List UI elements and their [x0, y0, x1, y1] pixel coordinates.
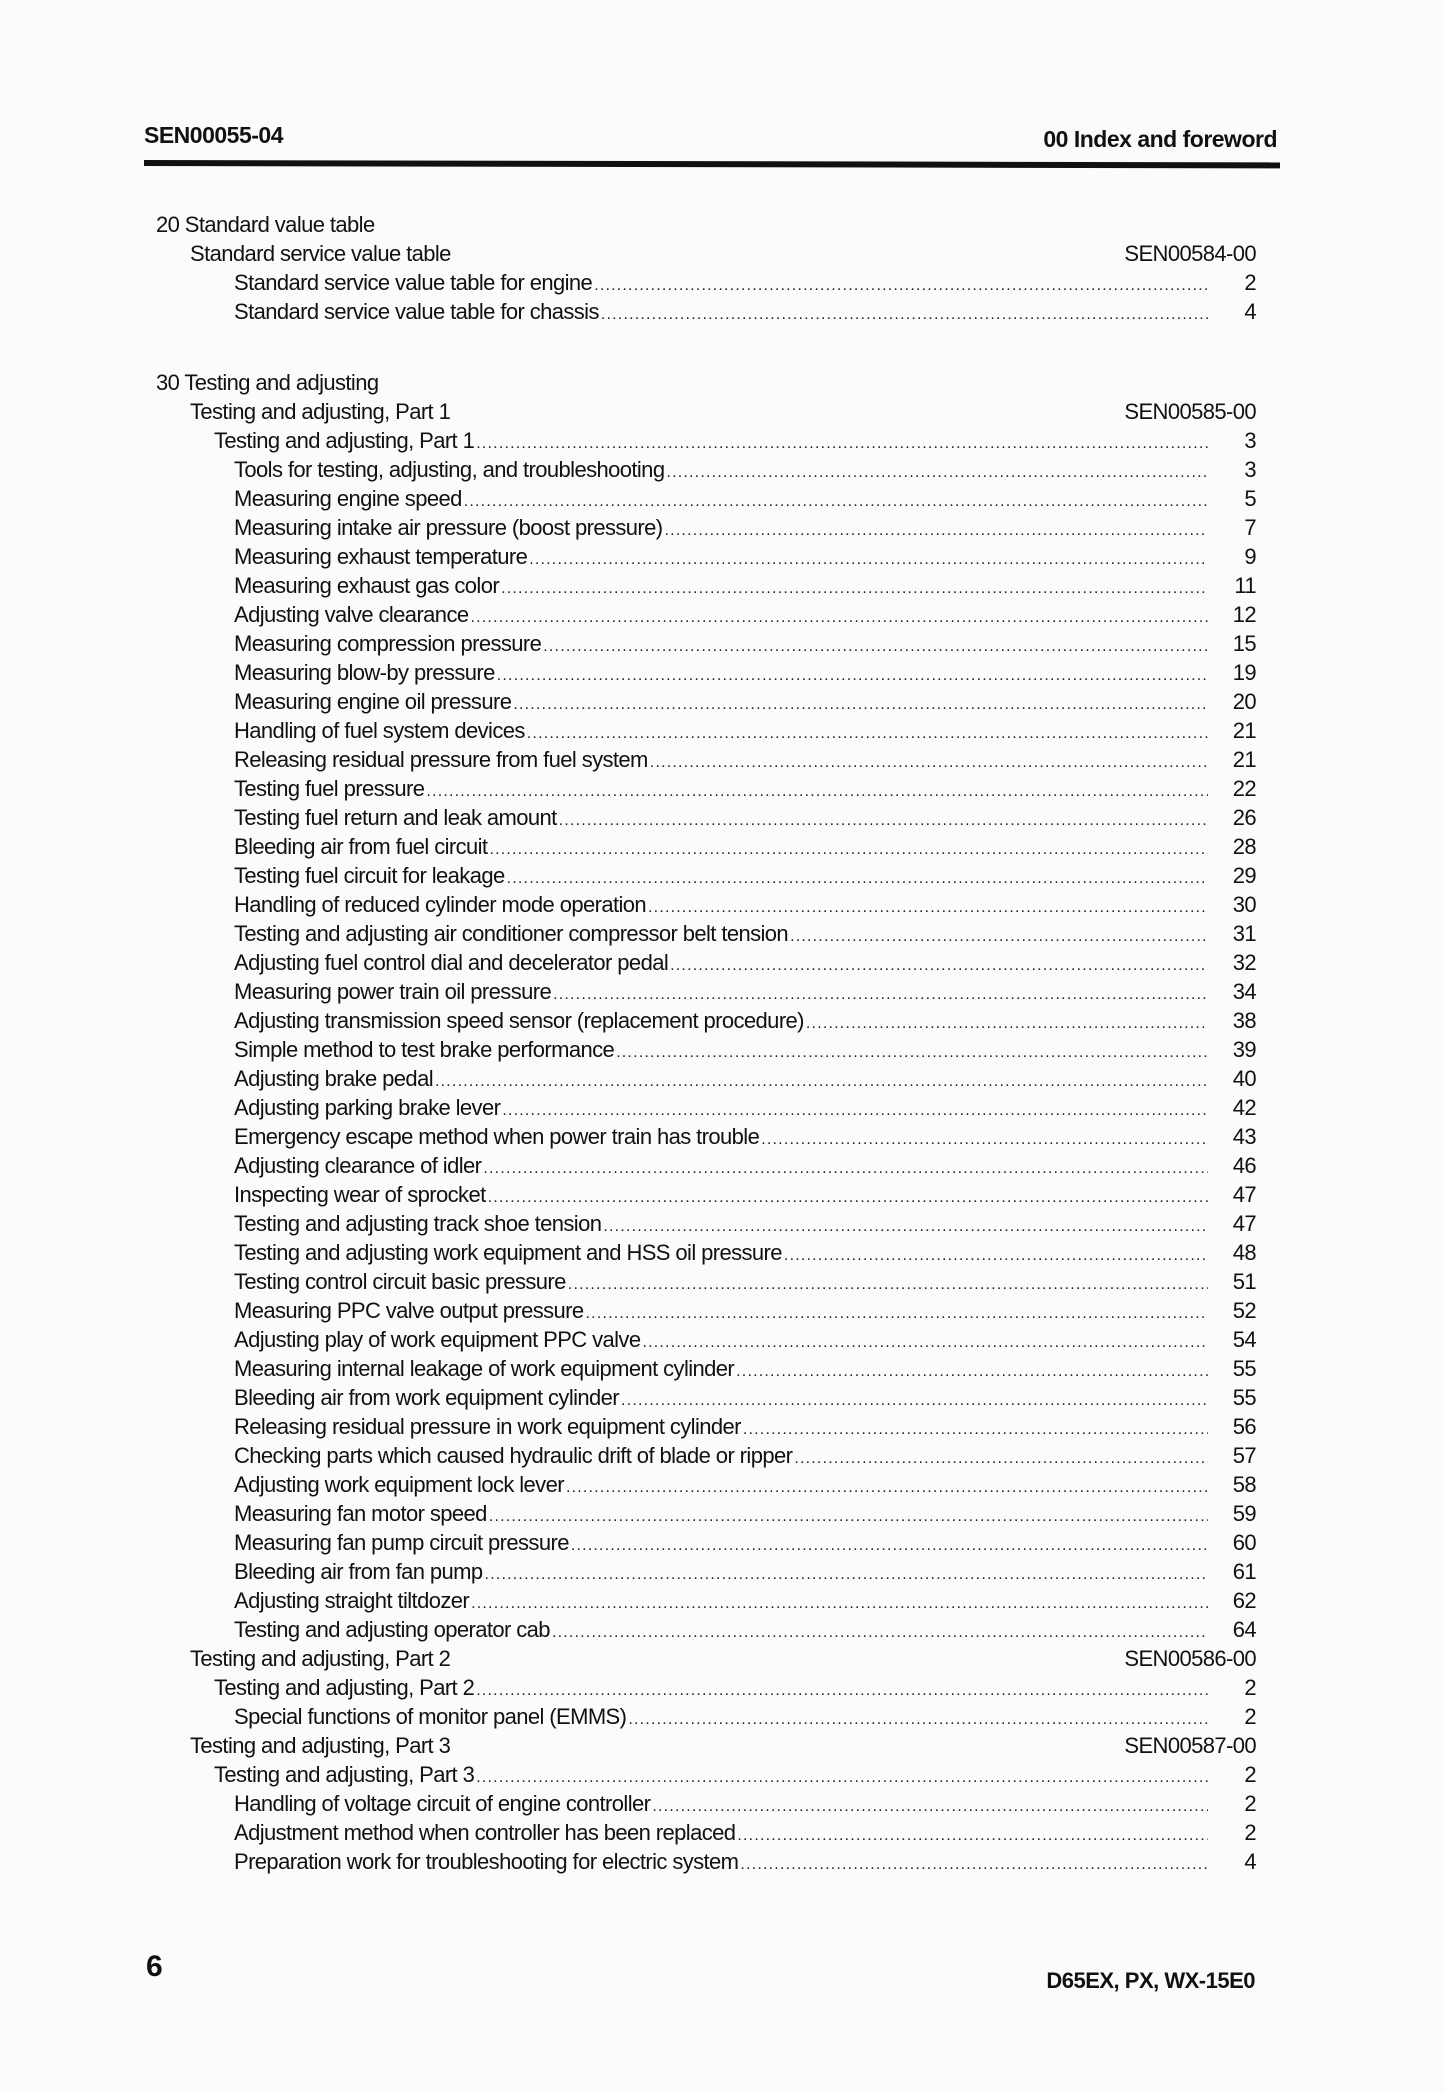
- toc-item-page: 15: [1232, 631, 1256, 656]
- toc-item-title: Measuring fan motor speed: [234, 1501, 487, 1526]
- toc-item-page: 21: [1232, 718, 1256, 743]
- toc-item: [156, 629, 1256, 658]
- toc-item: [156, 1093, 1256, 1122]
- toc-item: [156, 948, 1256, 977]
- toc-item-page: 61: [1232, 1559, 1256, 1584]
- toc-item: [156, 890, 1256, 919]
- dot-leader: [435, 1067, 1208, 1096]
- toc-item: [156, 1325, 1256, 1354]
- toc-item: [156, 1615, 1256, 1644]
- toc-item-page: 19: [1232, 660, 1256, 685]
- toc-item: [156, 1818, 1256, 1847]
- toc-item: [156, 774, 1256, 803]
- toc-section: [156, 239, 1256, 268]
- toc-item-page: 21: [1232, 747, 1256, 772]
- toc-item-page: 9: [1244, 544, 1256, 569]
- toc-item-page: 43: [1232, 1124, 1256, 1149]
- toc-item: [156, 426, 1256, 455]
- toc-item: [156, 1209, 1256, 1238]
- toc-item-title: Handling of fuel system devices: [234, 718, 525, 743]
- toc-item: [156, 861, 1256, 890]
- dot-leader: [489, 1502, 1208, 1531]
- toc-item: [156, 1557, 1256, 1586]
- toc-item-title: Measuring power train oil pressure: [234, 979, 552, 1004]
- dot-leader: [571, 1531, 1208, 1560]
- toc-item-title: Testing control circuit basic pressure: [234, 1269, 566, 1294]
- dot-leader: [529, 545, 1208, 574]
- toc-item-page: 48: [1232, 1240, 1256, 1265]
- toc-item: [156, 832, 1256, 861]
- section-doc-number: SEN00587-00: [1124, 1733, 1256, 1758]
- section-doc-number: SEN00586-00: [1124, 1646, 1256, 1671]
- dot-leader: [616, 1038, 1208, 1067]
- dot-leader: [552, 1618, 1208, 1647]
- toc-item: [156, 1528, 1256, 1557]
- toc-section: [156, 397, 1256, 426]
- toc-item-page: 34: [1232, 979, 1256, 1004]
- dot-leader: [666, 458, 1208, 487]
- dot-leader: [527, 719, 1208, 748]
- dot-leader: [497, 661, 1208, 690]
- toc-item-page: 57: [1232, 1443, 1256, 1468]
- toc-item-page: 31: [1232, 921, 1256, 946]
- toc-item: [156, 1789, 1256, 1818]
- toc-item-title: Adjusting valve clearance: [234, 602, 469, 627]
- dot-leader: [806, 1009, 1208, 1038]
- dot-leader: [594, 271, 1208, 300]
- machine-model: D65EX, PX, WX-15E0: [1046, 1968, 1255, 1993]
- toc-item-title: Checking parts which caused hydraulic drift of blade or ripper: [234, 1443, 793, 1468]
- toc-item: [156, 919, 1256, 948]
- toc-item-title: Adjusting play of work equipment PPC valve: [234, 1327, 641, 1352]
- toc-item-title: Bleeding air from work equipment cylinder: [234, 1385, 620, 1410]
- toc-item-title: Handling of reduced cylinder mode operation: [234, 892, 647, 917]
- toc-item-page: 22: [1232, 776, 1256, 801]
- dot-leader: [628, 1705, 1208, 1734]
- toc-item-title: Measuring exhaust temperature: [234, 544, 528, 569]
- toc-item: [156, 803, 1256, 832]
- dot-leader: [476, 429, 1208, 458]
- toc-item-title: Adjusting work equipment lock lever: [234, 1472, 564, 1497]
- toc-item-page: 56: [1232, 1414, 1256, 1439]
- toc-item-title: Handling of voltage circuit of engine controller: [234, 1791, 651, 1816]
- toc-item-page: 62: [1232, 1588, 1256, 1613]
- dot-leader: [642, 1328, 1208, 1357]
- dot-leader: [740, 1850, 1208, 1879]
- toc-item: [156, 1847, 1256, 1876]
- toc-item: [156, 542, 1256, 571]
- section-doc-number: SEN00585-00: [1124, 399, 1256, 424]
- toc-item-page: 4: [1244, 1849, 1256, 1874]
- toc-item: [156, 1412, 1256, 1441]
- toc-item: [156, 1499, 1256, 1528]
- toc-item: [156, 1180, 1256, 1209]
- dot-leader: [790, 922, 1208, 951]
- toc-item-title: Adjusting straight tiltdozer: [234, 1588, 470, 1613]
- page-number: 6: [146, 1950, 163, 1983]
- toc-gap: [156, 326, 1256, 368]
- toc-item: [156, 716, 1256, 745]
- toc-item-title: Testing fuel circuit for leakage: [234, 863, 505, 888]
- dot-leader: [471, 1589, 1208, 1618]
- dot-leader: [670, 951, 1208, 980]
- toc-item: [156, 268, 1256, 297]
- toc-item-page: 29: [1232, 863, 1256, 888]
- dot-leader: [485, 1560, 1208, 1589]
- toc-item-page: 12: [1232, 602, 1256, 627]
- section-title: Testing and adjusting, Part 3: [190, 1733, 451, 1758]
- toc-item-page: 3: [1244, 457, 1256, 482]
- dot-leader: [507, 864, 1208, 893]
- toc-item-title: Standard service value table for chassis: [234, 299, 599, 324]
- section-title: Testing and adjusting, Part 1: [190, 399, 451, 424]
- dot-leader: [476, 1676, 1208, 1705]
- dot-leader: [737, 1821, 1208, 1850]
- toc-item-page: 2: [1244, 1675, 1256, 1700]
- toc-item-page: 39: [1232, 1037, 1256, 1062]
- toc-item: [156, 1151, 1256, 1180]
- dot-leader: [476, 1763, 1208, 1792]
- toc-item: [156, 1064, 1256, 1093]
- toc-item-title: Measuring exhaust gas color: [234, 573, 500, 598]
- toc-item-title: Adjustment method when controller has been replaced: [234, 1820, 736, 1845]
- toc-item: [156, 600, 1256, 629]
- toc-item: [156, 1586, 1256, 1615]
- toc-item-title: Standard service value table for engine: [234, 270, 593, 295]
- toc-item-page: 2: [1244, 1791, 1256, 1816]
- toc-item-page: 47: [1232, 1211, 1256, 1236]
- toc-item-page: 2: [1244, 1762, 1256, 1787]
- dot-leader: [566, 1473, 1208, 1502]
- dot-leader: [794, 1444, 1208, 1473]
- toc-item-title: Measuring engine speed: [234, 486, 462, 511]
- toc-item: [156, 658, 1256, 687]
- toc-item: [156, 484, 1256, 513]
- toc-item-title: Measuring internal leakage of work equipment cylinder: [234, 1356, 735, 1381]
- toc-item-page: 46: [1232, 1153, 1256, 1178]
- toc-item-title: Measuring intake air pressure (boost pressure): [234, 515, 663, 540]
- toc-item-title: Emergency escape method when power train has trouble: [234, 1124, 760, 1149]
- toc-item: [156, 1702, 1256, 1731]
- toc-item: [156, 1673, 1256, 1702]
- toc-item-title: Adjusting parking brake lever: [234, 1095, 501, 1120]
- toc-item-title: Testing and adjusting operator cab: [234, 1617, 550, 1642]
- toc-item-title: Measuring PPC valve output pressure: [234, 1298, 584, 1323]
- dot-leader: [553, 980, 1208, 1009]
- dot-leader: [464, 487, 1208, 516]
- toc-chapter: [156, 368, 1256, 397]
- toc-section: [156, 1644, 1256, 1673]
- toc-item-title: Releasing residual pressure in work equipment cylinder: [234, 1414, 741, 1439]
- toc-item: [156, 1383, 1256, 1412]
- toc-item: [156, 1441, 1256, 1470]
- toc-item-title: Adjusting transmission speed sensor (replacement procedure): [234, 1008, 804, 1033]
- dot-leader: [483, 1154, 1208, 1183]
- chapter-title: 20 Standard value table: [156, 212, 375, 237]
- dot-leader: [603, 1212, 1208, 1241]
- toc-item-page: 2: [1244, 1704, 1256, 1729]
- toc-item-title: Testing and adjusting work equipment and HSS oil pressure: [234, 1240, 782, 1265]
- toc-item-title: Adjusting clearance of idler: [234, 1153, 482, 1178]
- toc-item-title: Testing and adjusting track shoe tension: [234, 1211, 602, 1236]
- toc-item-title: Bleeding air from fan pump: [234, 1559, 483, 1584]
- toc-item: [156, 1760, 1256, 1789]
- dot-leader: [648, 893, 1208, 922]
- header-rule: [144, 160, 1280, 168]
- toc-item-page: 30: [1232, 892, 1256, 917]
- chapter-title: 30 Testing and adjusting: [156, 370, 379, 395]
- dot-leader: [586, 1299, 1208, 1328]
- dot-leader: [743, 1415, 1208, 1444]
- dot-leader: [652, 1792, 1208, 1821]
- toc-item-page: 26: [1232, 805, 1256, 830]
- toc-item-page: 47: [1232, 1182, 1256, 1207]
- toc-item-page: 55: [1232, 1385, 1256, 1410]
- toc-item-page: 60: [1232, 1530, 1256, 1555]
- dot-leader: [621, 1386, 1208, 1415]
- dot-leader: [736, 1357, 1208, 1386]
- toc-item-title: Testing and adjusting, Part 1: [214, 428, 475, 453]
- table-of-contents: [156, 210, 1256, 1876]
- toc-item: [156, 1470, 1256, 1499]
- section-title: Testing and adjusting, Part 2: [190, 1646, 451, 1671]
- dot-leader: [761, 1125, 1208, 1154]
- toc-item-page: 40: [1232, 1066, 1256, 1091]
- dot-leader: [470, 603, 1208, 632]
- toc-item-title: Testing and adjusting, Part 3: [214, 1762, 475, 1787]
- toc-item-title: Adjusting fuel control dial and decelerator pedal: [234, 950, 669, 975]
- dot-leader: [665, 516, 1209, 545]
- dot-leader: [502, 1096, 1208, 1125]
- toc-item-page: 54: [1232, 1327, 1256, 1352]
- toc-item-title: Testing fuel pressure: [234, 776, 425, 801]
- toc-item: [156, 1296, 1256, 1325]
- toc-item-page: 28: [1232, 834, 1256, 859]
- toc-item-title: Measuring fan pump circuit pressure: [234, 1530, 569, 1555]
- toc-item-page: 5: [1244, 486, 1256, 511]
- dot-leader: [559, 806, 1208, 835]
- dot-leader: [501, 574, 1208, 603]
- toc-item-page: 55: [1232, 1356, 1256, 1381]
- toc-item-page: 2: [1244, 270, 1256, 295]
- dot-leader: [426, 777, 1208, 806]
- toc-item-title: Bleeding air from fuel circuit: [234, 834, 488, 859]
- toc-item-page: 7: [1244, 515, 1256, 540]
- dot-leader: [543, 632, 1208, 661]
- toc-item-title: Testing fuel return and leak amount: [234, 805, 557, 830]
- dot-leader: [513, 690, 1208, 719]
- toc-item-title: Testing and adjusting air conditioner compressor belt tension: [234, 921, 789, 946]
- dot-leader: [568, 1270, 1208, 1299]
- dot-leader: [489, 835, 1208, 864]
- section-doc-number: SEN00584-00: [1124, 241, 1256, 266]
- toc-item: [156, 1035, 1256, 1064]
- toc-item: [156, 1122, 1256, 1151]
- dot-leader: [784, 1241, 1208, 1270]
- toc-item: [156, 745, 1256, 774]
- toc-item-page: 3: [1244, 428, 1256, 453]
- document-code: SEN00055-04: [144, 122, 283, 148]
- toc-item-title: Measuring engine oil pressure: [234, 689, 512, 714]
- toc-item: [156, 455, 1256, 484]
- toc-item-title: Tools for testing, adjusting, and troubleshooting: [234, 457, 665, 482]
- toc-section: [156, 1731, 1256, 1760]
- toc-item-title: Preparation work for troubleshooting for electric system: [234, 1849, 739, 1874]
- toc-item-title: Adjusting brake pedal: [234, 1066, 433, 1091]
- toc-item-title: Measuring blow-by pressure: [234, 660, 495, 685]
- toc-item-title: Simple method to test brake performance: [234, 1037, 615, 1062]
- section-title: Standard service value table: [190, 241, 451, 266]
- toc-item: [156, 1354, 1256, 1383]
- toc-item-page: 38: [1232, 1008, 1256, 1033]
- toc-item-title: Special functions of monitor panel (EMMS): [234, 1704, 627, 1729]
- toc-item-page: 20: [1232, 689, 1256, 714]
- dot-leader: [601, 300, 1208, 329]
- toc-item-page: 42: [1232, 1095, 1256, 1120]
- toc-item-title: Measuring compression pressure: [234, 631, 542, 656]
- toc-item: [156, 513, 1256, 542]
- toc-item: [156, 687, 1256, 716]
- toc-item: [156, 1006, 1256, 1035]
- toc-item-page: 32: [1232, 950, 1256, 975]
- toc-item-title: Releasing residual pressure from fuel system: [234, 747, 648, 772]
- toc-item-page: 64: [1232, 1617, 1256, 1642]
- toc-item-page: 52: [1232, 1298, 1256, 1323]
- toc-item-page: 4: [1244, 299, 1256, 324]
- toc-item-page: 51: [1232, 1269, 1256, 1294]
- section-title: 00 Index and foreword: [1043, 126, 1277, 152]
- toc-item: [156, 1267, 1256, 1296]
- toc-item-page: 2: [1244, 1820, 1256, 1845]
- toc-item: [156, 297, 1256, 326]
- toc-item-title: Inspecting wear of sprocket: [234, 1182, 486, 1207]
- dot-leader: [650, 748, 1208, 777]
- toc-item-page: 58: [1232, 1472, 1256, 1497]
- toc-item-title: Testing and adjusting, Part 2: [214, 1675, 475, 1700]
- toc-item-page: 11: [1234, 573, 1256, 598]
- dot-leader: [488, 1183, 1208, 1212]
- toc-item: [156, 571, 1256, 600]
- toc-item: [156, 1238, 1256, 1267]
- toc-chapter: [156, 210, 1256, 239]
- toc-item: [156, 977, 1256, 1006]
- toc-item-page: 59: [1232, 1501, 1256, 1526]
